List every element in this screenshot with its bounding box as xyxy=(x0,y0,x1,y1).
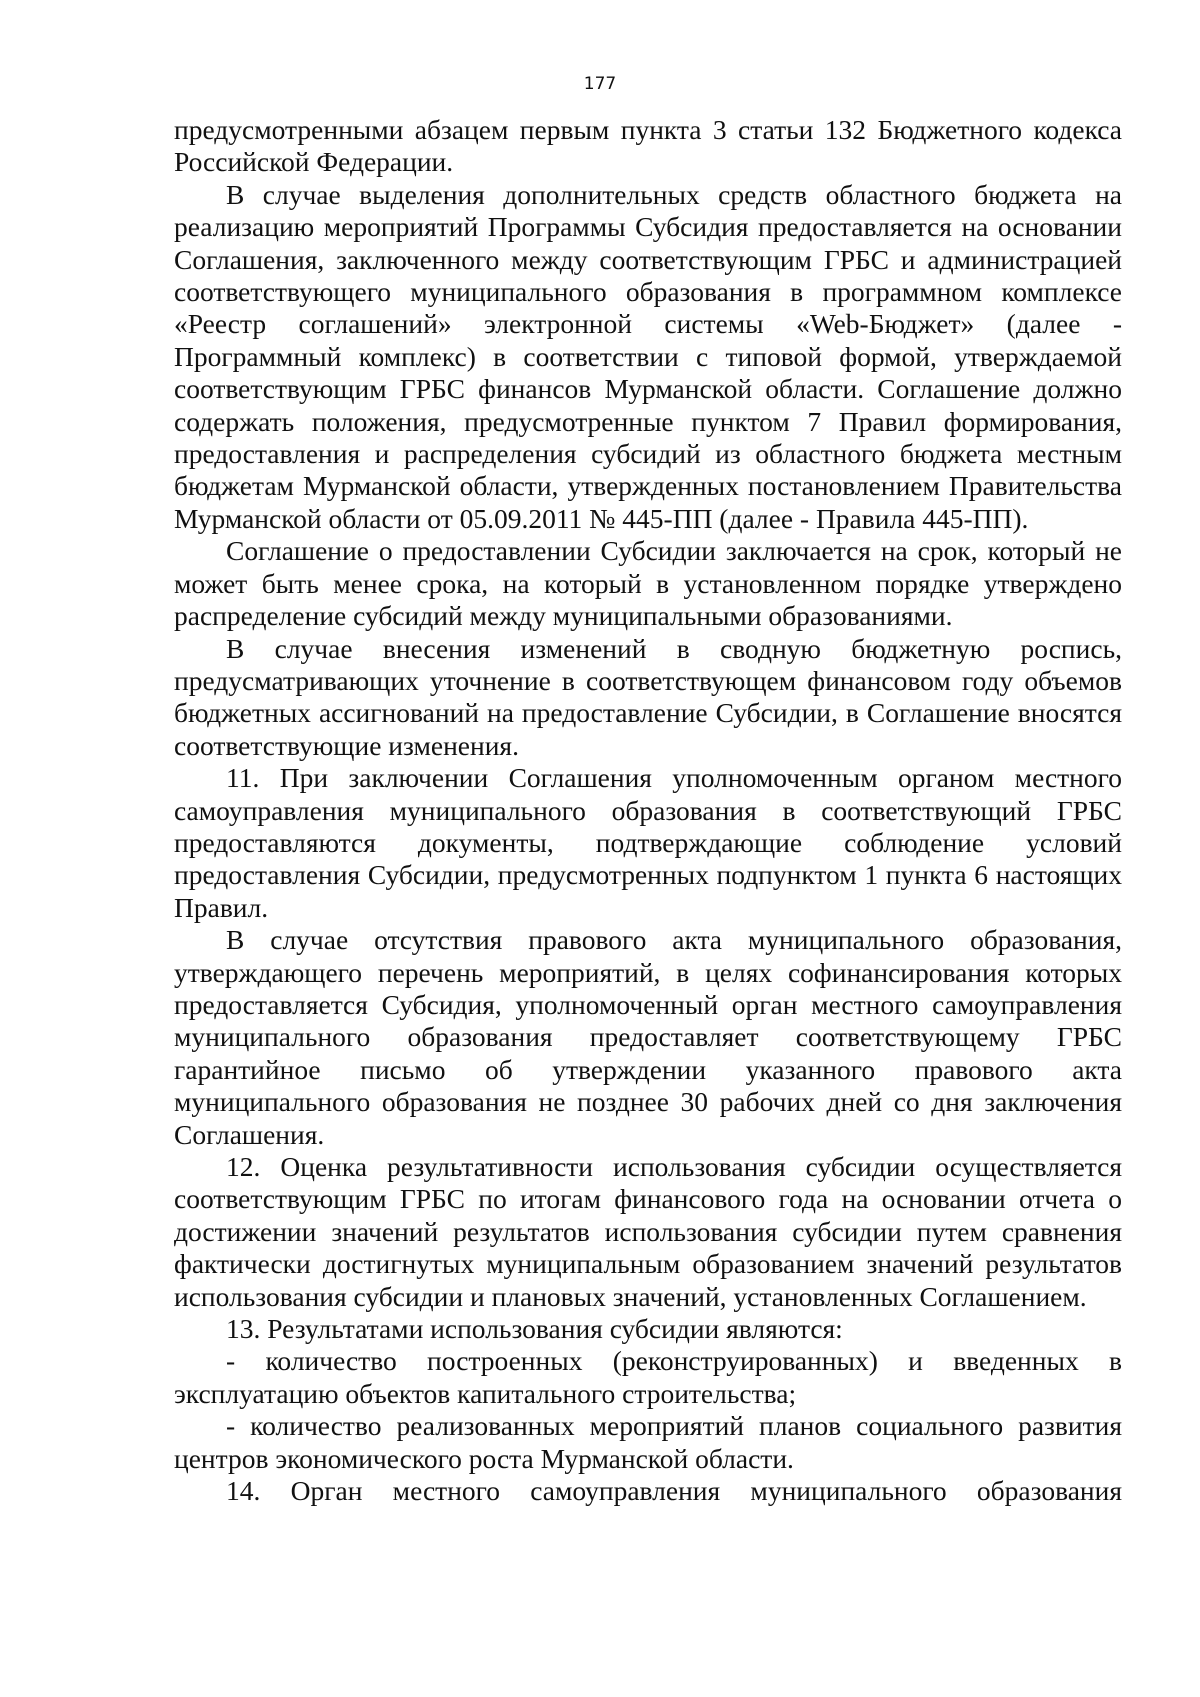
paragraph-item-14: 14. Орган местного самоуправления муниципального образования xyxy=(226,1475,1122,1507)
paragraph-guarantee-letter: В случае отсутствия правового акта муниципального образования, утверждающего перечень мероприятий, в целях софинансирования которых предоставляется Субсидия, уполномоченный орган местного самоуправления муниципального образования предоставляет соответствующему ГРБС гарантийное письмо об утверждении указанного правового акта муниципального образования не позднее 30 рабочих дней со дня заключения Соглашения. xyxy=(174,924,1122,1150)
paragraph-item-12: 12. Оценка результативности использования субсидии осуществляется соответствующим ГРБС по итогам финансового года на основании отчета о достижении значений результатов использования субсидии путем сравнения фактически достигнутых муниципальным образованием значений результатов использования субсидии и плановых значений, установленных Соглашением. xyxy=(174,1151,1122,1312)
paragraph-item-13: 13. Результатами использования субсидии являются: xyxy=(226,1313,843,1345)
list-item-construction: - количество построенных (реконструированных) и введенных в эксплуатацию объектов капитального строительства; xyxy=(174,1345,1122,1409)
list-item-development-plans: - количество реализованных мероприятий планов социального развития центров экономического роста Мурманской области. xyxy=(174,1410,1122,1474)
paragraph-agreement-term: Соглашение о предоставлении Субсидии заключается на срок, который не может быть менее срока, на который в установленном порядке утверждено распределение субсидий между муниципальными образованиями. xyxy=(174,535,1122,632)
page-number: 177 xyxy=(583,74,617,94)
paragraph-additional-funds: В случае выделения дополнительных средств областного бюджета на реализацию мероприятий Программы Субсидия предоставляется на основании Соглашения, заключенного между соответствующим ГРБС и администрацией соответствующего муниципального образования в программном комплексе «Реестр соглашений» электронной системы «Web-Бюджет» (далее - Программный комплекс) в соответствии с типовой формой, утверждаемой соответствующим ГРБС финансов Мурманской области. Соглашение должно содержать положения, предусмотренные пунктом 7 Правил формирования, предоставления и распределения субсидий из областного бюджета местным бюджетам Мурманской области, утвержденных постановлением Правительства Мурманской области от 05.09.2011 № 445-ПП (далее - Правила 445-ПП). xyxy=(174,178,1122,534)
paragraph-item-11: 11. При заключении Соглашения уполномоченным органом местного самоуправления муниципального образования в соответствующий ГРБС предоставляются документы, подтверждающие соблюдение условий предоставления Субсидии, предусмотренных подпунктом 1 пункта 6 настоящих Правил. xyxy=(174,762,1122,923)
paragraph-budget-changes: В случае внесения изменений в сводную бюджетную роспись, предусматривающих уточнение в соответствующем финансовом году объемов бюджетных ассигнований на предоставление Субсидии, в Соглашение вносятся соответствующие изменения. xyxy=(174,632,1122,761)
document-body xyxy=(174,114,1122,1507)
paragraph-continuation: предусмотренными абзацем первым пункта 3 статьи 132 Бюджетного кодекса Российской Федерации. xyxy=(174,114,1122,178)
